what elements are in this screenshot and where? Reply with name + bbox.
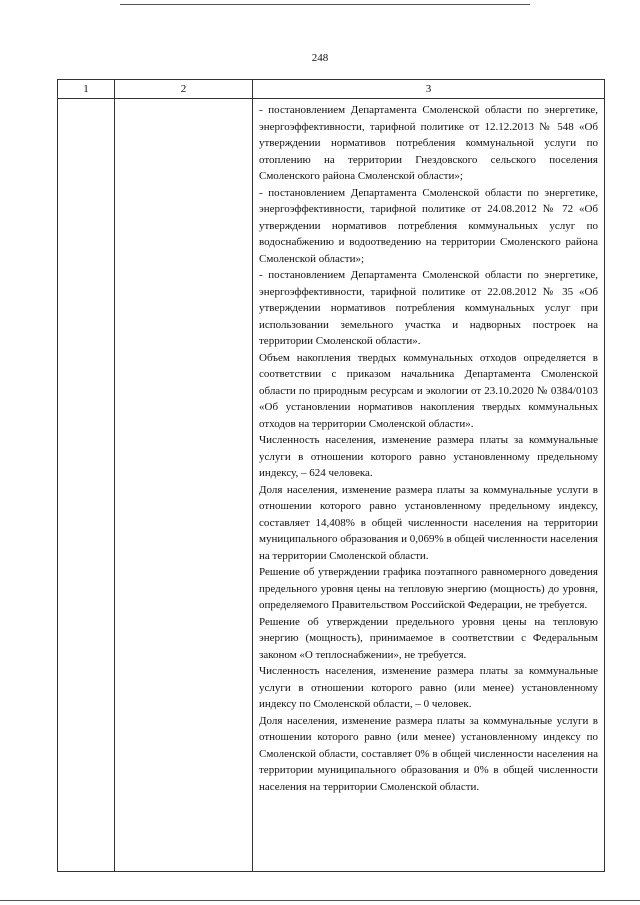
- column-header-2: 2: [115, 80, 253, 99]
- table-header-row: [58, 80, 605, 99]
- scan-edge-mark: [120, 4, 530, 5]
- table-row: [58, 99, 605, 872]
- paragraph: Решение об утверждении предельного уровня цены на тепловую энергию (мощность), принимаемое в соответствии с Федеральным законом «О теплоснабжении», не требуется.: [259, 615, 598, 661]
- column-header-3: 3: [253, 80, 605, 99]
- paragraph: - постановлением Департамента Смоленской области по энергетике, энергоэффективности, тарифной политике от 22.08.2012 № 35 «Об утверждении нормативов потребления коммунальных услуг при использовании земельного участка и надворных построек на территории Смоленской области».: [259, 269, 598, 347]
- paragraph: Численность населения, изменение размера платы за коммунальные услуги в отношении которого равно установленному предельному индексу, – 624 человека.: [259, 434, 598, 479]
- paragraph: Численность населения, изменение размера платы за коммунальные услуги в отношении которого равно (или менее) установленному индексу по Смоленской области, – 0 человек.: [259, 665, 598, 710]
- paragraph: - постановлением Департамента Смоленской области по энергетике, энергоэффективности, тарифной политике от 12.12.2013 № 548 «Об утверждении нормативов потребления коммунальной услуги по отоплению на территории Гнездовского сельского поселения Смоленского района Смоленской области»;: [259, 104, 598, 182]
- page-number: 248: [311, 52, 329, 64]
- document-table: [57, 79, 605, 872]
- column-header-1: 1: [58, 80, 115, 99]
- cell-col3: [253, 99, 605, 872]
- paragraph: - постановлением Департамента Смоленской области по энергетике, энергоэффективности, тарифной политике от 24.08.2012 № 72 «Об утверждении нормативов потребления коммунальных услуг по водоснабжению и водоотведению на территории Смоленского района Смоленской области»;: [259, 186, 598, 265]
- cell-col2: [115, 99, 253, 872]
- paragraph: Решение об утверждении графика поэтапного равномерного доведения предельного уровня цены на тепловую энергию (мощность) до уровня, определяемого Правительством Российской Федерации, не требуется.: [259, 566, 598, 611]
- cell-col1: [58, 99, 115, 872]
- paragraph: Объем накопления твердых коммунальных отходов определяется в соответствии с приказом начальника Департамента Смоленской области по природным ресурсам и экологии от 23.10.2020 № 0384/0103 «Об установлении нормативов накопления твердых коммунальных отходов на территории Смоленской области».: [259, 351, 598, 430]
- scan-edge-mark: [0, 900, 640, 901]
- paragraph: Доля населения, изменение размера платы за коммунальные услуги в отношении которого равно (или менее) установленному индексу по Смоленской области, составляет 0% в общей численности населения на территории муниципального образования и 0% в общей численности населения на территории Смоленской области.: [259, 714, 598, 793]
- paragraph: Доля населения, изменение размера платы за коммунальные услуги в отношении которого равно установленному предельному индексу, составляет 14,408% в общей численности населения на территории муниципального образования и 0,069% в общей численности населения на территории Смоленской области.: [259, 483, 598, 562]
- cell-col3-text: [253, 99, 604, 795]
